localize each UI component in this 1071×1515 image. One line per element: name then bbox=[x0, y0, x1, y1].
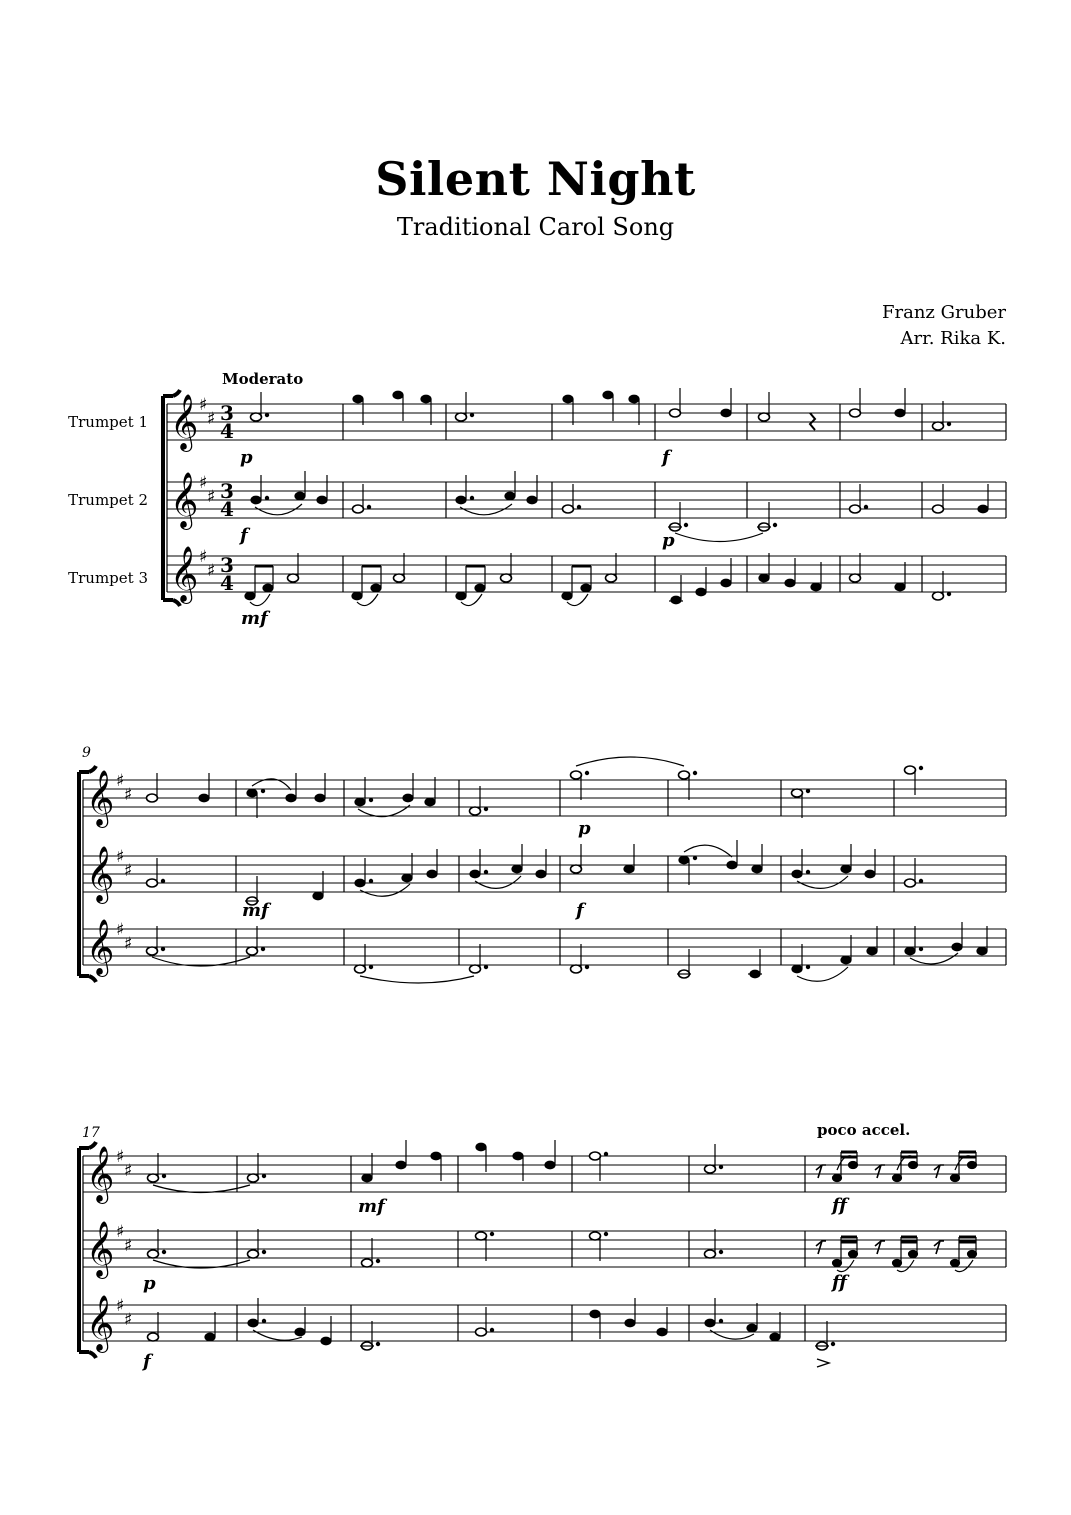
composer-credit: Franz Gruber bbox=[882, 302, 1006, 323]
svg-text:♯: ♯ bbox=[124, 785, 133, 805]
treble-clef: 𝄞 bbox=[86, 1221, 115, 1277]
svg-text:♯: ♯ bbox=[124, 1236, 133, 1256]
svg-text:♯: ♯ bbox=[199, 473, 208, 493]
svg-text:4: 4 bbox=[220, 497, 234, 521]
notes-trumpet-3 bbox=[147, 922, 988, 983]
svg-text:♯: ♯ bbox=[207, 561, 216, 581]
dynamic-marking: f bbox=[240, 525, 248, 546]
treble-clef: 𝄞 bbox=[86, 846, 115, 902]
time-signature bbox=[220, 401, 234, 595]
system-1 bbox=[68, 370, 1006, 629]
measure-number: 17 bbox=[82, 1125, 100, 1141]
svg-text:♯: ♯ bbox=[116, 1296, 125, 1316]
dynamics bbox=[141, 1195, 850, 1372]
notes-trumpet-1 bbox=[251, 388, 951, 430]
page-subtitle: Traditional Carol Song bbox=[396, 213, 675, 241]
dynamic-marking: p bbox=[578, 818, 591, 839]
treble-clef: 𝄞 bbox=[86, 1146, 115, 1202]
svg-text:♯: ♯ bbox=[124, 934, 133, 954]
staff-trumpet-2 bbox=[83, 1231, 1006, 1267]
instrument-label-trumpet-1: Trumpet 1 bbox=[68, 413, 148, 431]
page-title: Silent Night bbox=[375, 152, 696, 206]
tempo-marking: Moderato bbox=[222, 370, 304, 388]
treble-clef: 𝄞 bbox=[86, 1295, 115, 1351]
svg-text:♯: ♯ bbox=[116, 847, 125, 867]
svg-text:♯: ♯ bbox=[124, 1310, 133, 1330]
svg-text:4: 4 bbox=[220, 419, 234, 443]
dynamic-marking: f bbox=[662, 447, 670, 468]
measure-number: 9 bbox=[82, 745, 91, 761]
dynamic-marking: ff bbox=[832, 1272, 847, 1293]
svg-text:3: 3 bbox=[220, 401, 234, 425]
instrument-label-trumpet-2: Trumpet 2 bbox=[68, 491, 148, 509]
dynamic-marking: p bbox=[662, 530, 675, 551]
notes-trumpet-1 bbox=[147, 757, 923, 818]
arranger-credit: Arr. Rika K. bbox=[900, 328, 1006, 349]
svg-text:♯: ♯ bbox=[199, 395, 208, 415]
key-signature bbox=[199, 395, 215, 581]
treble-clef: 𝄞 bbox=[86, 770, 115, 826]
staff-trumpet-2 bbox=[167, 482, 1006, 518]
notes-trumpet-3 bbox=[245, 553, 951, 606]
dynamics bbox=[242, 818, 591, 921]
dynamic-marking: f bbox=[143, 1351, 151, 1372]
svg-text:♯: ♯ bbox=[124, 1161, 133, 1181]
dynamic-marking: p bbox=[143, 1273, 156, 1294]
svg-text:3: 3 bbox=[220, 479, 234, 503]
dynamic-marking: f bbox=[576, 900, 584, 921]
dynamic-marking: mf bbox=[242, 900, 269, 921]
svg-text:♯: ♯ bbox=[199, 547, 208, 567]
svg-text:♯: ♯ bbox=[207, 409, 216, 429]
notes-trumpet-2 bbox=[148, 1229, 977, 1272]
dynamics bbox=[238, 447, 675, 629]
treble-clef: 𝄞 bbox=[170, 546, 199, 602]
instrument-label-trumpet-3: Trumpet 3 bbox=[68, 569, 148, 587]
dynamic-marking: ff bbox=[832, 1195, 847, 1216]
staff-trumpet-3 bbox=[83, 929, 1006, 965]
staff-trumpet-1 bbox=[83, 780, 1006, 816]
treble-clef: 𝄞 bbox=[170, 394, 199, 450]
notes-trumpet-1 bbox=[148, 1140, 977, 1193]
system-2 bbox=[79, 745, 1006, 983]
svg-text:4: 4 bbox=[220, 571, 234, 595]
svg-text:♯: ♯ bbox=[207, 487, 216, 507]
treble-clef: 𝄞 bbox=[86, 919, 115, 975]
treble-clef: 𝄞 bbox=[170, 472, 199, 528]
svg-text:♯: ♯ bbox=[116, 1147, 125, 1167]
notes-trumpet-2 bbox=[147, 840, 923, 905]
dynamic-marking: mf bbox=[358, 1196, 385, 1217]
staff-trumpet-3 bbox=[83, 1305, 1006, 1341]
staff-trumpet-1 bbox=[167, 404, 1006, 440]
svg-text:♯: ♯ bbox=[116, 771, 125, 791]
staff-trumpet-1 bbox=[83, 1156, 1006, 1192]
svg-text:♯: ♯ bbox=[124, 861, 133, 881]
accel-marking: poco accel. bbox=[817, 1121, 911, 1139]
svg-text:♯: ♯ bbox=[116, 920, 125, 940]
dynamic-marking: mf bbox=[241, 608, 268, 629]
svg-text:♯: ♯ bbox=[116, 1222, 125, 1242]
dynamic-marking: p bbox=[240, 447, 253, 468]
barlines bbox=[167, 404, 1006, 592]
svg-text:3: 3 bbox=[220, 553, 234, 577]
system-3 bbox=[79, 1121, 1006, 1372]
